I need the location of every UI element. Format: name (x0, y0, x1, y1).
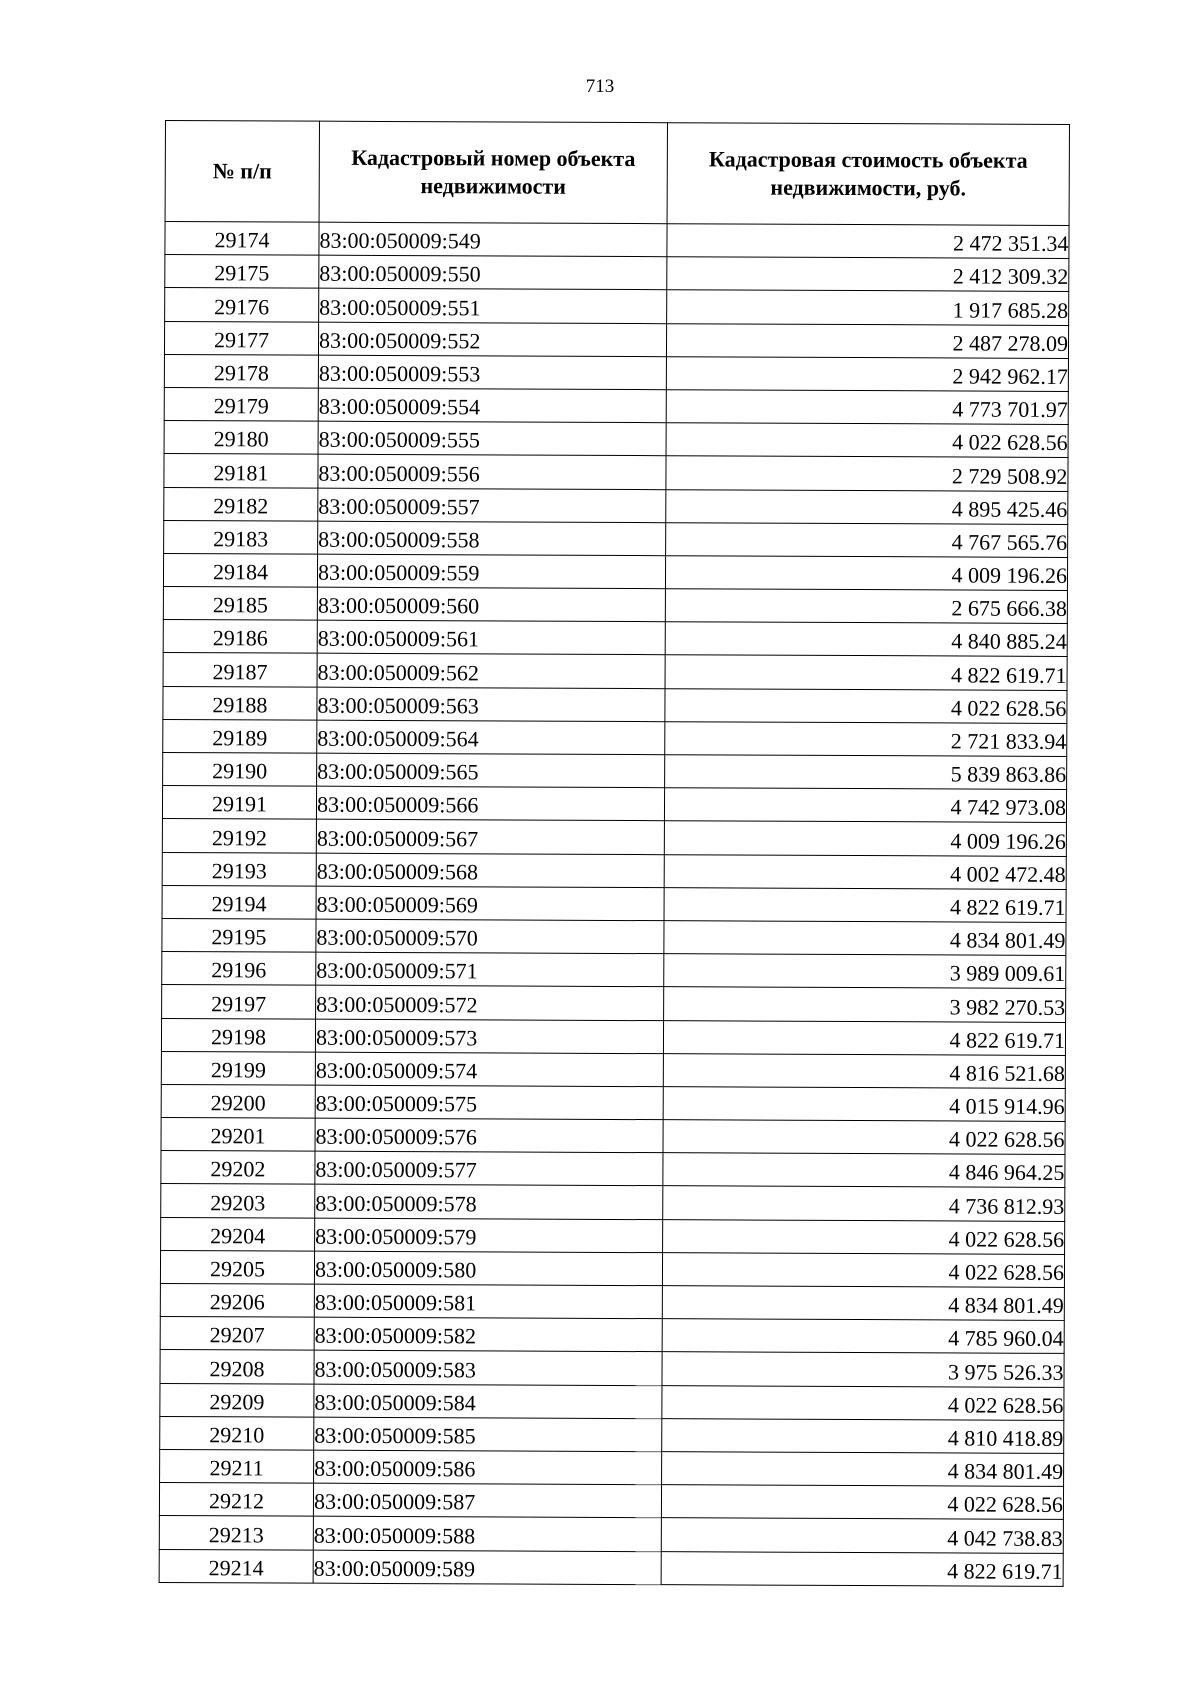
table-row (163, 719, 1067, 756)
table-row (159, 1483, 1063, 1520)
table-row (161, 1118, 1065, 1155)
cadastral-value: 2 729 508.92 (666, 456, 1068, 491)
row-number: 29212 (159, 1483, 313, 1517)
cadastral-number: 83:00:050009:579 (315, 1218, 663, 1253)
table-row (160, 1250, 1064, 1287)
table-row (162, 952, 1066, 989)
table-body (159, 222, 1069, 1587)
cadastral-value: 4 042 738.83 (661, 1518, 1063, 1553)
cadastral-number: 83:00:050009:558 (318, 521, 666, 556)
table-row (159, 1549, 1063, 1586)
cadastral-number: 83:00:050009:560 (317, 587, 665, 622)
row-number: 29181 (164, 454, 318, 488)
cadastral-value: 4 834 801.49 (662, 1452, 1064, 1487)
cadastral-number: 83:00:050009:552 (318, 322, 666, 357)
row-number: 29200 (161, 1084, 315, 1118)
row-number: 29185 (163, 587, 317, 621)
row-number: 29202 (161, 1151, 315, 1185)
row-number: 29176 (165, 288, 319, 322)
cadastral-value: 2 412 309.32 (667, 257, 1069, 292)
cadastral-number: 83:00:050009:583 (314, 1351, 662, 1386)
row-number: 29178 (164, 354, 318, 388)
table-row (164, 321, 1068, 358)
cadastral-number: 83:00:050009:570 (316, 919, 664, 954)
header-row (165, 121, 1069, 226)
table-row (161, 1084, 1065, 1121)
cadastral-number: 83:00:050009:555 (318, 421, 666, 456)
cadastral-value: 4 767 565.76 (666, 522, 1068, 557)
row-number: 29196 (162, 952, 316, 986)
table-row (159, 1516, 1063, 1553)
cadastral-number: 83:00:050009:566 (316, 786, 664, 821)
row-number: 29210 (160, 1416, 314, 1450)
cadastral-value: 4 022 628.56 (663, 1120, 1065, 1155)
cadastral-value: 4 822 619.71 (661, 1551, 1063, 1586)
cadastral-number: 83:00:050009:551 (319, 289, 667, 324)
cadastral-number: 83:00:050009:589 (313, 1550, 661, 1585)
cadastral-number: 83:00:050009:565 (317, 753, 665, 788)
cadastral-number: 83:00:050009:563 (317, 687, 665, 722)
row-number: 29198 (161, 1018, 315, 1052)
table-row (164, 454, 1068, 491)
header-cadastral-number: Кадастровый номер объекта недвижимости (319, 121, 667, 224)
row-number: 29192 (162, 819, 316, 853)
table-row (161, 1151, 1065, 1188)
row-number: 29193 (162, 852, 316, 886)
row-number: 29205 (160, 1250, 314, 1284)
cadastral-number: 83:00:050009:576 (315, 1118, 663, 1153)
cadastral-value: 2 721 833.94 (665, 721, 1067, 756)
row-number: 29199 (161, 1051, 315, 1085)
cadastral-value: 2 675 666.38 (665, 589, 1067, 624)
cadastral-value: 4 022 628.56 (666, 423, 1068, 458)
table-row (163, 653, 1067, 690)
table-row (160, 1350, 1064, 1387)
table-row (164, 520, 1068, 557)
cadastral-value: 4 022 628.56 (661, 1485, 1063, 1520)
row-number: 29186 (163, 620, 317, 654)
cadastral-value: 2 472 351.34 (667, 224, 1069, 259)
table-row (161, 1184, 1065, 1221)
table-row (165, 288, 1069, 325)
cadastral-number: 83:00:050009:562 (317, 654, 665, 689)
cadastral-number: 83:00:050009:578 (315, 1185, 663, 1220)
cadastral-number: 83:00:050009:575 (315, 1085, 663, 1120)
table-row (165, 255, 1069, 292)
table-row (164, 421, 1068, 458)
row-number: 29184 (163, 553, 317, 587)
table-row (160, 1416, 1064, 1453)
row-number: 29180 (164, 421, 318, 455)
row-number: 29207 (160, 1317, 314, 1351)
table-row (160, 1283, 1064, 1320)
header-row-number: № п/п (165, 121, 319, 223)
cadastral-value: 4 822 619.71 (665, 655, 1067, 690)
cadastral-value: 4 895 425.46 (666, 489, 1068, 524)
row-number: 29189 (163, 719, 317, 753)
table-row (164, 354, 1068, 391)
cadastral-value: 4 002 472.48 (664, 854, 1066, 889)
cadastral-number: 83:00:050009:572 (316, 985, 664, 1020)
row-number: 29177 (164, 321, 318, 355)
cadastral-value: 4 816 521.68 (663, 1053, 1065, 1088)
table-row (162, 786, 1066, 823)
row-number: 29187 (163, 653, 317, 687)
row-number: 29175 (165, 255, 319, 289)
cadastral-value: 4 834 801.49 (662, 1286, 1064, 1321)
cadastral-value: 4 009 196.26 (665, 556, 1067, 591)
cadastral-number: 83:00:050009:577 (315, 1151, 663, 1186)
cadastral-number: 83:00:050009:559 (317, 554, 665, 589)
table-row (160, 1317, 1064, 1354)
table-row (163, 620, 1067, 657)
cadastral-number: 83:00:050009:573 (315, 1019, 663, 1054)
cadastral-value: 4 846 964.25 (663, 1153, 1065, 1188)
cadastral-value: 4 009 196.26 (664, 821, 1066, 856)
cadastral-value: 4 742 973.08 (664, 788, 1066, 823)
row-number: 29188 (163, 686, 317, 720)
row-number: 29197 (162, 985, 316, 1019)
cadastral-number: 83:00:050009:569 (316, 886, 664, 921)
cadastral-value: 4 840 885.24 (665, 622, 1067, 657)
table-row (160, 1383, 1064, 1420)
table-row (163, 752, 1067, 789)
cadastral-number: 83:00:050009:557 (318, 488, 666, 523)
cadastral-number: 83:00:050009:582 (314, 1317, 662, 1352)
page-number: 713 (585, 76, 615, 97)
cadastral-number: 83:00:050009:584 (314, 1384, 662, 1419)
cadastral-number: 83:00:050009:574 (315, 1052, 663, 1087)
cadastral-value-table (159, 120, 1070, 1587)
table-row (164, 487, 1068, 524)
cadastral-value: 4 785 960.04 (662, 1319, 1064, 1354)
cadastral-value: 2 487 278.09 (666, 323, 1068, 358)
table-row (161, 1051, 1065, 1088)
cadastral-value: 4 022 628.56 (663, 1219, 1065, 1254)
row-number: 29209 (160, 1383, 314, 1417)
cadastral-value: 4 022 628.56 (665, 688, 1067, 723)
row-number: 29183 (164, 520, 318, 554)
header-cadastral-value: Кадастровая стоимость объекта недвижимости, руб. (667, 123, 1069, 226)
cadastral-number: 83:00:050009:561 (317, 620, 665, 655)
cadastral-value: 3 975 526.33 (662, 1352, 1064, 1387)
cadastral-value: 4 736 812.93 (663, 1186, 1065, 1221)
row-number: 29211 (160, 1449, 314, 1483)
cadastral-number: 83:00:050009:556 (318, 454, 666, 489)
cadastral-number: 83:00:050009:586 (314, 1450, 662, 1485)
table-row (162, 852, 1066, 889)
cadastral-value: 4 022 628.56 (662, 1385, 1064, 1420)
row-number: 29214 (159, 1549, 313, 1583)
cadastral-value: 1 917 685.28 (667, 290, 1069, 325)
table-row (163, 553, 1067, 590)
cadastral-number: 83:00:050009:549 (319, 222, 667, 257)
cadastral-value: 4 822 619.71 (664, 887, 1066, 922)
cadastral-value: 3 982 270.53 (664, 987, 1066, 1022)
table-row (163, 686, 1067, 723)
cadastral-number: 83:00:050009:564 (317, 720, 665, 755)
cadastral-value: 4 822 619.71 (663, 1020, 1065, 1055)
row-number: 29191 (162, 786, 316, 820)
row-number: 29190 (163, 752, 317, 786)
cadastral-number: 83:00:050009:554 (318, 388, 666, 423)
cadastral-value: 4 810 418.89 (662, 1418, 1064, 1453)
row-number: 29208 (160, 1350, 314, 1384)
table-row (164, 387, 1068, 424)
row-number: 29194 (162, 885, 316, 919)
cadastral-number: 83:00:050009:553 (318, 355, 666, 390)
cadastral-value: 4 834 801.49 (664, 921, 1066, 956)
table-header (165, 121, 1069, 226)
cadastral-value: 4 015 914.96 (663, 1087, 1065, 1122)
row-number: 29174 (165, 222, 319, 256)
cadastral-number: 83:00:050009:588 (313, 1516, 661, 1551)
cadastral-number: 83:00:050009:567 (316, 820, 664, 855)
table-row (162, 885, 1066, 922)
table-row (161, 1217, 1065, 1254)
row-number: 29204 (161, 1217, 315, 1251)
cadastral-number: 83:00:050009:581 (314, 1284, 662, 1319)
cadastral-number: 83:00:050009:585 (314, 1417, 662, 1452)
cadastral-value: 5 839 863.86 (665, 755, 1067, 790)
table-row (163, 587, 1067, 624)
cadastral-number: 83:00:050009:587 (313, 1483, 661, 1518)
table-row (162, 985, 1066, 1022)
cadastral-value: 3 989 009.61 (664, 954, 1066, 989)
table-row (162, 819, 1066, 856)
table-row (165, 222, 1069, 259)
row-number: 29182 (164, 487, 318, 521)
cadastral-number: 83:00:050009:550 (319, 255, 667, 290)
row-number: 29179 (164, 387, 318, 421)
cadastral-value: 4 022 628.56 (662, 1252, 1064, 1287)
table-row (160, 1449, 1064, 1486)
row-number: 29206 (160, 1283, 314, 1317)
cadastral-value: 4 773 701.97 (666, 390, 1068, 425)
table-row (162, 918, 1066, 955)
cadastral-number: 83:00:050009:571 (316, 952, 664, 987)
row-number: 29201 (161, 1118, 315, 1152)
table-row (161, 1018, 1065, 1055)
row-number: 29203 (161, 1184, 315, 1218)
cadastral-number: 83:00:050009:568 (316, 853, 664, 888)
cadastral-value: 2 942 962.17 (666, 356, 1068, 391)
row-number: 29213 (159, 1516, 313, 1550)
row-number: 29195 (162, 918, 316, 952)
cadastral-number: 83:00:050009:580 (314, 1251, 662, 1286)
